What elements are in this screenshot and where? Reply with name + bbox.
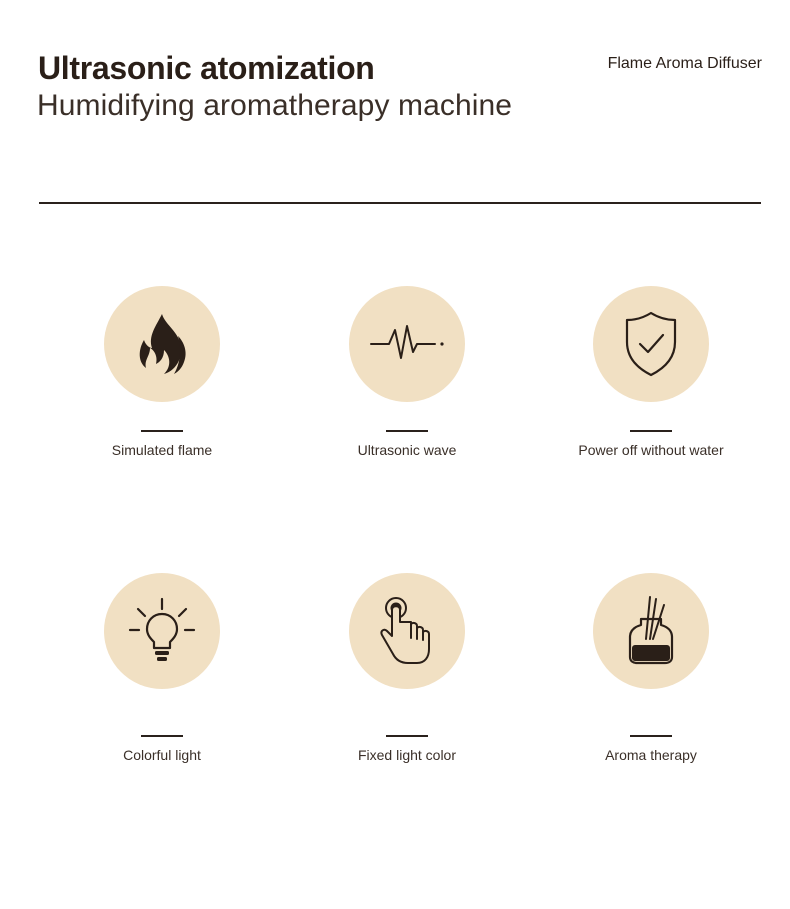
feature-circle [349, 286, 465, 402]
header-divider [39, 202, 761, 204]
feature-bar [386, 735, 428, 737]
touch-finger-icon [379, 596, 435, 666]
feature-circle [593, 573, 709, 689]
feature-label: Aroma therapy [605, 747, 697, 763]
feature-bar [141, 430, 183, 432]
reed-diffuser-icon [626, 595, 676, 667]
feature-label: Colorful light [123, 747, 201, 763]
shield-check-icon [623, 310, 679, 378]
feature-ultrasonic-wave [307, 286, 507, 458]
feature-fixed-light-color [307, 573, 507, 763]
feature-label: Simulated flame [111, 442, 213, 458]
feature-simulated-flame [62, 286, 262, 458]
feature-circle [104, 573, 220, 689]
feature-bar [386, 430, 428, 432]
flame-icon [132, 312, 192, 376]
feature-power-off-without-water [551, 286, 751, 458]
feature-colorful-light [62, 573, 262, 763]
feature-bar [141, 735, 183, 737]
feature-label: Ultrasonic wave [357, 442, 457, 458]
feature-bar [630, 430, 672, 432]
feature-circle [593, 286, 709, 402]
feature-bar [630, 735, 672, 737]
feature-aroma-therapy [551, 573, 751, 763]
page-subtitle: Humidifying aromatherapy machine [37, 89, 513, 122]
feature-label: Power off without water [578, 442, 724, 458]
product-name: Flame Aroma Diffuser [607, 55, 762, 72]
page-title: Ultrasonic atomization [38, 50, 375, 86]
feature-circle [104, 286, 220, 402]
light-bulb-icon [127, 596, 197, 666]
feature-circle [349, 573, 465, 689]
feature-label: Fixed light color [357, 747, 457, 763]
wave-icon [369, 322, 445, 366]
